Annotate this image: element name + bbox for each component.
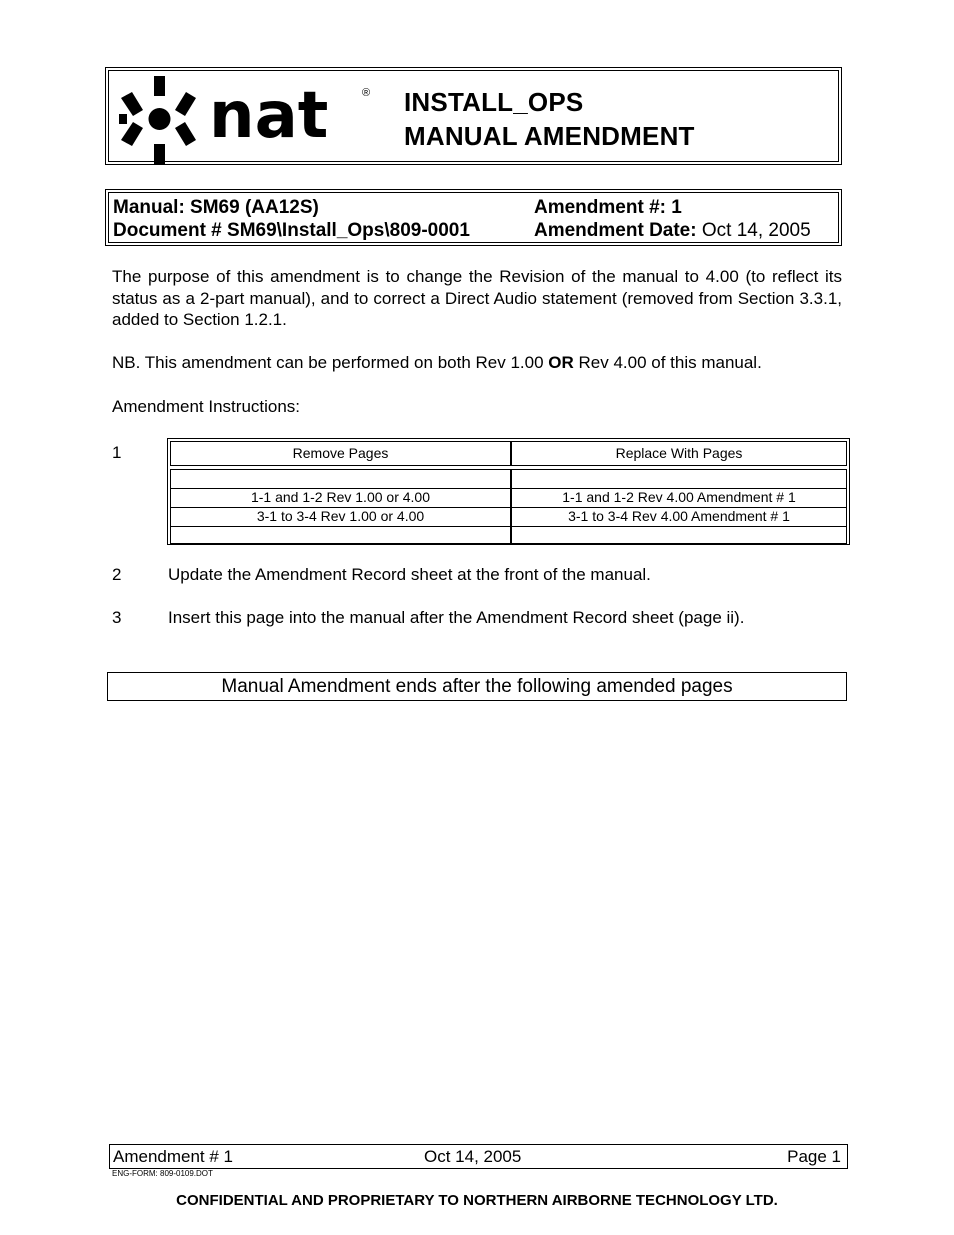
table-cell: [511, 526, 847, 544]
table-cell: [170, 526, 511, 544]
confidential-notice: CONFIDENTIAL AND PROPRIETARY TO NORTHERN AIRBORNE TECHNOLOGY LTD.: [176, 1192, 778, 1209]
nb-paragraph: [112, 352, 842, 374]
footer-box: [109, 1144, 848, 1169]
table-header-remove: Remove Pages: [170, 441, 511, 466]
title-line2: MANUAL AMENDMENT: [404, 121, 695, 151]
table-cell: 1-1 and 1-2 Rev 4.00 Amendment # 1: [511, 488, 847, 508]
eng-form-label: ENG-FORM: 809-0109.DOT: [112, 1169, 213, 1178]
table-cell: [170, 469, 511, 489]
table-cell: 1-1 and 1-2 Rev 1.00 or 4.00: [170, 488, 511, 508]
footer-date: Oct 14, 2005: [424, 1147, 522, 1166]
nat-logo-icon: [117, 74, 377, 166]
nb-prefix: NB. This amendment can be performed on both Rev 1.00: [112, 353, 549, 372]
info-box: [105, 189, 842, 246]
footer-amendment: Amendment # 1: [113, 1147, 234, 1166]
footer-page: Page 1: [787, 1147, 841, 1166]
table-header-replace: Replace With Pages: [511, 441, 847, 466]
logo-wordmark: nat: [209, 79, 329, 153]
header-inner: [108, 70, 839, 162]
amendment-date-value: Oct 14, 2005: [701, 220, 811, 241]
step-text: Insert this page into the manual after the Amendment Record sheet (page ii).: [168, 608, 745, 627]
table-cell: 3-1 to 3-4 Rev 4.00 Amendment # 1: [511, 507, 847, 527]
table-cell: [511, 469, 847, 489]
title-line1: INSTALL_OPS: [404, 87, 584, 117]
nb-bold: OR: [548, 353, 574, 372]
header-box: [105, 67, 842, 165]
amendment-ends-note: Manual Amendment ends after the following amended pages: [107, 672, 847, 701]
pages-table: [167, 438, 850, 545]
step-number: 1: [112, 443, 122, 462]
table-cell: 3-1 to 3-4 Rev 1.00 or 4.00: [170, 507, 511, 527]
step-number: 2: [112, 565, 122, 584]
document-label: Document # SM69\Install_Ops\809-0001: [113, 220, 470, 241]
info-inner: [108, 192, 839, 243]
instructions-heading: Amendment Instructions:: [112, 397, 301, 416]
purpose-paragraph: The purpose of this amendment is to change the Revision of the manual to 4.00 (to reflect its status as a 2-part manual), and to correct a Direct Audio statement (removed from Section 3.3.1, added to Section 1.2.1.: [112, 267, 842, 329]
step-number: 3: [112, 608, 122, 627]
step-text: Update the Amendment Record sheet at the front of the manual.: [168, 565, 651, 584]
amendment-date: [534, 220, 811, 242]
amendment-date-label: Amendment Date:: [534, 220, 697, 241]
manual-label: Manual: SM69 (AA12S): [113, 197, 319, 218]
amendment-number: Amendment #: 1: [534, 197, 682, 218]
nb-suffix: Rev 4.00 of this manual.: [573, 353, 762, 372]
registered-mark: ®: [362, 87, 371, 99]
